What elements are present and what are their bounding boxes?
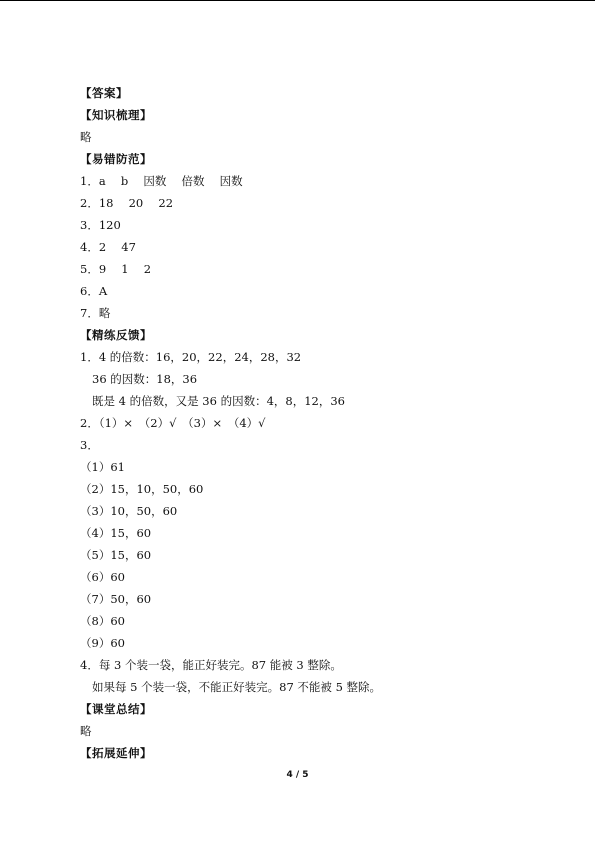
line-2: 【知识梳理】 [80,108,152,122]
line-29: 【课堂总结】 [80,702,152,716]
line-3: 略 [80,130,92,144]
line-27: 4．每 3 个装一袋，能正好装完。87 能被 3 整除。 [80,658,342,672]
line-22: （5）15，60 [80,548,152,562]
line-16: 2．（1）× （2）√ （3）× （4）√ [80,416,266,430]
answer-section [80,82,520,764]
line-31: 【拓展延伸】 [80,746,152,760]
line-4: 【易错防范】 [80,152,152,166]
line-11: 7．略 [80,306,111,320]
line-15: 既是 4 的倍数，又是 36 的因数：4，8，12，36 [92,394,345,408]
line-9: 5．9 1 2 [80,262,152,276]
line-19: （2）15，10，50，60 [80,482,204,496]
line-17: 3． [80,438,99,452]
line-5: 1．a b 因数 倍数 因数 [80,174,243,188]
line-6: 2．18 20 22 [80,196,174,210]
line-26: （9）60 [80,636,125,650]
header-rule [0,0,595,1]
line-30: 略 [80,724,92,738]
line-20: （3）10，50，60 [80,504,178,518]
line-28: 如果每 5 个装一袋，不能正好装完。87 不能被 5 整除。 [92,680,382,694]
line-25: （8）60 [80,614,125,628]
line-7: 3．120 [80,218,121,232]
line-14: 36 的因数：18，36 [92,372,198,386]
line-21: （4）15，60 [80,526,152,540]
page-number: 4 / 5 [286,770,309,780]
line-1: 【答案】 [80,86,128,100]
line-8: 4．2 47 [80,240,136,254]
line-12: 【精练反馈】 [80,328,152,342]
line-13: 1．4 的倍数：16，20，22，24，28，32 [80,350,302,364]
line-10: 6．A [80,284,108,298]
line-18: （1）61 [80,460,125,474]
line-24: （7）50，60 [80,592,152,606]
line-23: （6）60 [80,570,125,584]
